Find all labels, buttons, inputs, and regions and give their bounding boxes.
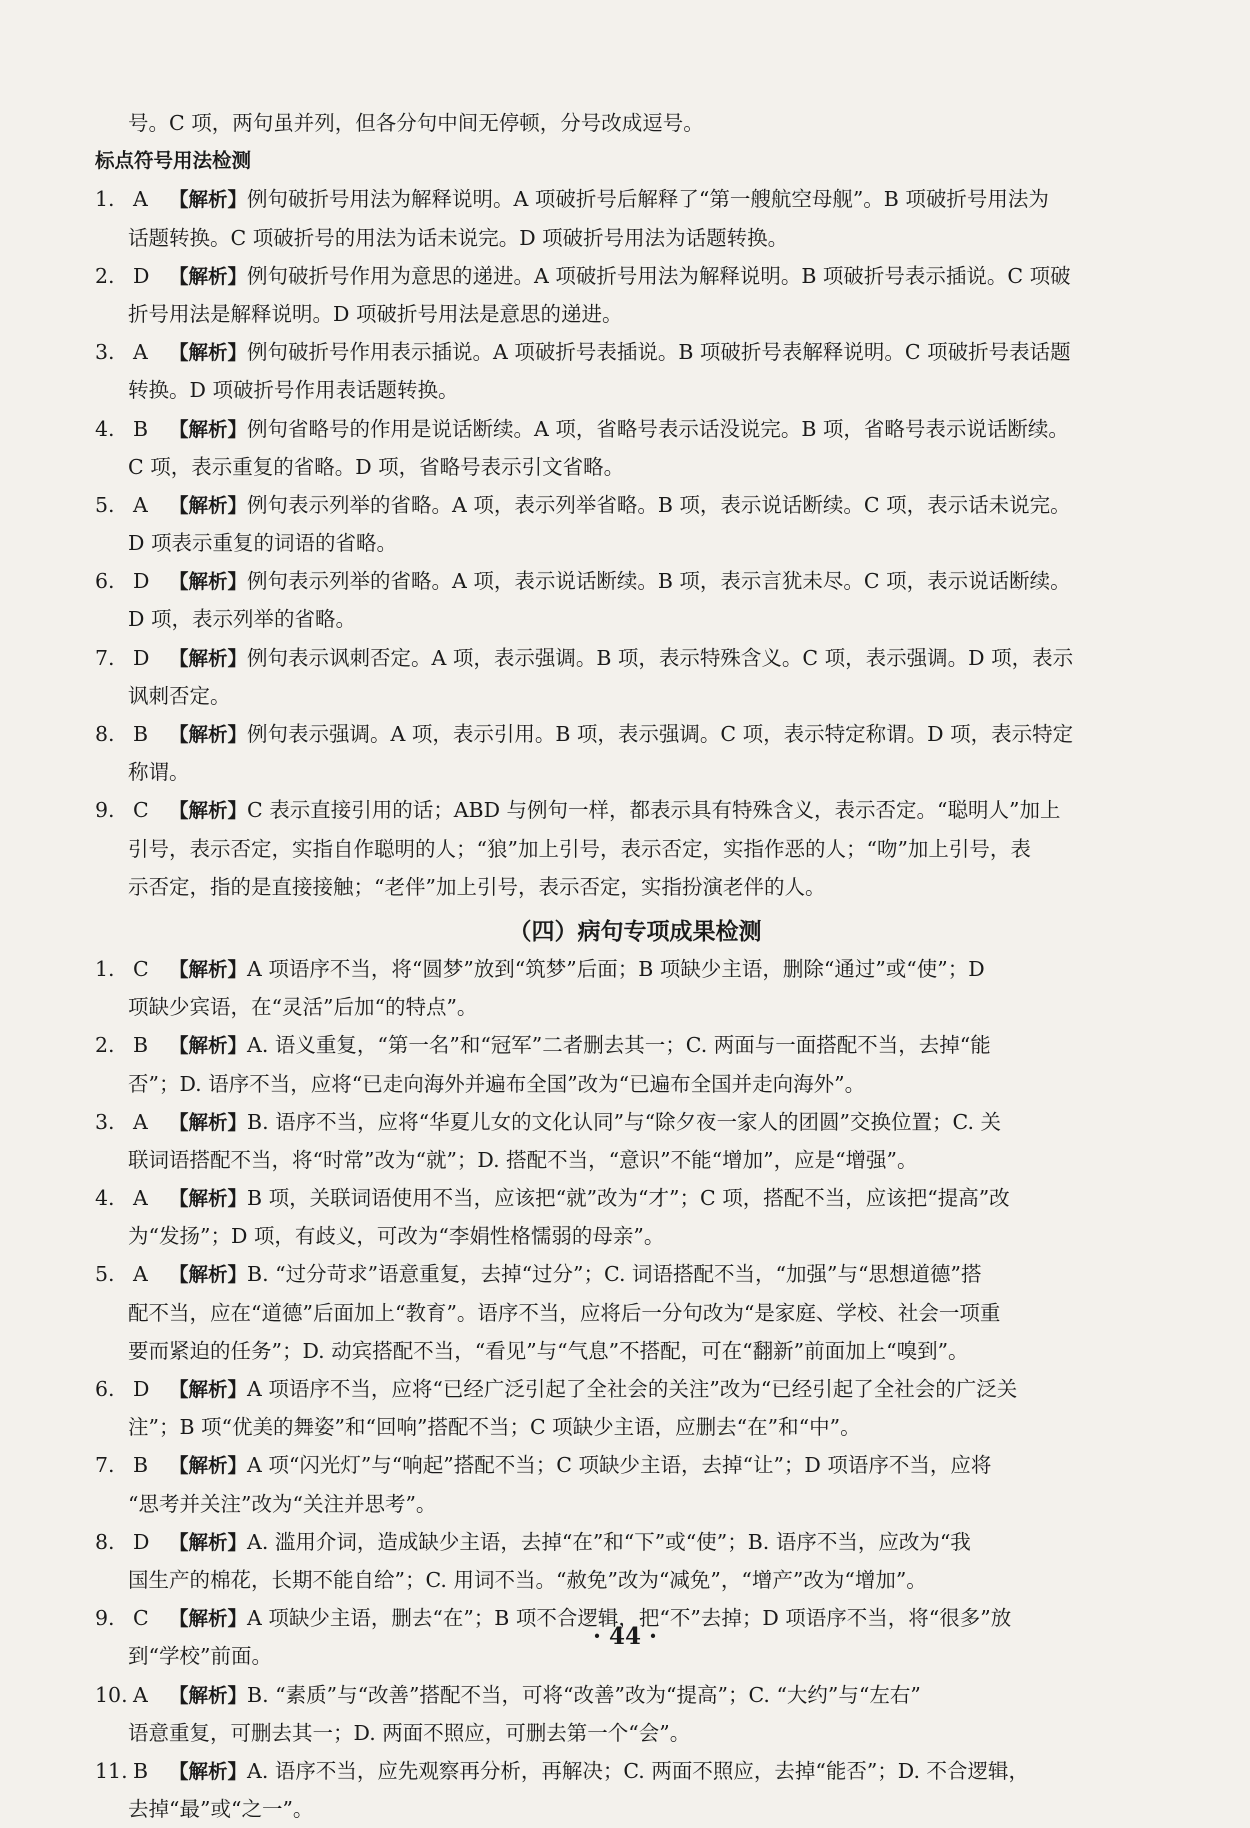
item-analysis-text: 例句表示强调。A 项，表示引用。B 项，表示强调。C 项，表示特定称谓。D 项，表示特定 [247, 722, 1074, 746]
item-continuation-line: 语意重复，可删去其一；D. 两面不照应，可删去第一个“会”。 [128, 1720, 691, 1745]
item-continuation-line: 讽刺否定。 [128, 683, 231, 708]
sick-sentence-answer-list [95, 950, 1135, 1828]
item-continuation-line: D 项表示重复的词语的省略。 [128, 531, 397, 556]
item-continuation-line: C 项，表示重复的省略。D 项，省略号表示引文省略。 [128, 454, 625, 479]
answer-item [95, 562, 1135, 600]
item-analysis-text: 例句破折号作用表示插说。A 项破折号表插说。B 项破折号表解释说明。C 项破折号表话题 [247, 340, 1071, 365]
analysis-tag: 【解析】 [169, 417, 248, 441]
analysis-tag: 【解析】 [169, 1454, 248, 1478]
item-answer: A [133, 1682, 148, 1707]
item-number: 8. [95, 1529, 115, 1554]
item-answer: D [133, 645, 150, 670]
item-analysis-text: 例句表示列举的省略。A 项，表示说话断续。B 项，表示言犹未尽。C 项，表示说话断续。 [247, 569, 1071, 594]
item-answer: A [133, 1109, 148, 1134]
item-answer: D [133, 1529, 150, 1554]
analysis-tag: 【解析】 [169, 1683, 248, 1707]
item-continuation-line: 引号，表示否定，实指自作聪明的人；“狼”加上引号，表示否定，实指作恶的人；“吻”加上引号，表 [128, 836, 1031, 861]
answer-item [95, 333, 1135, 371]
analysis-tag: 【解析】 [169, 1034, 248, 1058]
analysis-tag: 【解析】 [169, 1187, 248, 1211]
item-continuation-line: 去掉“最”或“之一”。 [128, 1797, 314, 1822]
answer-item [95, 639, 1135, 677]
item-analysis-text: 例句省略号的作用是说话断续。A 项，省略号表示话没说完。B 项，省略号表示说话断续。 [247, 416, 1069, 441]
answer-item [95, 1752, 1135, 1790]
analysis-tag: 【解析】 [169, 570, 248, 594]
item-answer: A [133, 340, 148, 365]
answer-item [95, 1026, 1135, 1064]
item-continuation-line: 联词语搭配不当，将“时常”改为“就”；D. 搭配不当，“意识”不能“增加”，应是“增强”。 [128, 1147, 918, 1172]
answer-item [95, 1523, 1135, 1561]
analysis-tag: 【解析】 [169, 957, 248, 981]
item-number: 5. [95, 1262, 115, 1287]
item-number: 8. [95, 722, 115, 746]
item-answer: B [133, 722, 149, 746]
item-continuation-line: 转换。D 项破折号作用表话题转换。 [128, 378, 459, 403]
item-number: 9. [95, 798, 115, 823]
item-answer: B [133, 416, 149, 441]
item-number: 4. [95, 416, 115, 441]
item-answer: B [133, 1453, 149, 1478]
item-continuation-line: 称谓。 [128, 760, 190, 785]
item-answer: A [133, 187, 148, 212]
analysis-tag: 【解析】 [169, 1263, 248, 1287]
item-analysis-text: C 表示直接引用的话；ABD 与例句一样，都表示具有特殊含义，表示否定。“聪明人”加上 [247, 798, 1061, 823]
item-analysis-text: A 项“闪光灯”与“响起”搭配不当；C 项缺少主语，去掉“让”；D 项语序不当，应将 [247, 1453, 992, 1478]
item-answer: C [133, 798, 149, 823]
answer-item [95, 257, 1135, 295]
answer-item [95, 1676, 1135, 1714]
analysis-tag: 【解析】 [169, 188, 248, 212]
answer-item [95, 791, 1135, 829]
item-analysis-text: B. “素质”与“改善”搭配不当，可将“改善”改为“提高”；C. “大约”与“左右” [247, 1682, 921, 1707]
analysis-tag: 【解析】 [169, 723, 248, 746]
item-continuation-line: 折号用法是解释说明。D 项破折号用法是意思的递进。 [128, 301, 623, 326]
item-analysis-text: A 项语序不当，应将“已经广泛引起了全社会的关注”改为“已经引起了全社会的广泛关 [247, 1377, 1018, 1401]
answer-item [95, 1179, 1135, 1217]
item-number: 11. [95, 1758, 128, 1783]
item-answer: D [133, 1377, 150, 1401]
item-continuation-line: 配不当，应在“道德”后面加上“教育”。语序不当，应将后一分句改为“是家庭、学校、社会一项重 [128, 1300, 1001, 1325]
section-title-sick-sentences: （四）病句专项成果检测 [508, 918, 762, 945]
continuation-line: 号。C 项，两句虽并列，但各分句中间无停顿，分号改成逗号。 [128, 111, 704, 135]
item-analysis-text: A. 语序不当，应先观察再分析，再解决；C. 两面不照应，去掉“能否”；D. 不合逻辑， [247, 1758, 1030, 1783]
analysis-tag: 【解析】 [169, 646, 248, 670]
item-number: 7. [95, 645, 115, 670]
item-answer: D [133, 569, 150, 594]
item-continuation-line: 否”；D. 语序不当，应将“已走向海外并遍布全国”改为“已遍布全国并走向海外”。 [128, 1071, 866, 1096]
item-analysis-text: A 项语序不当，将“圆梦”放到“筑梦”后面；B 项缺少主语，删除“通过”或“使”；D [247, 956, 985, 981]
answer-item [95, 950, 1135, 988]
item-answer: C [133, 1606, 149, 1631]
item-number: 1. [95, 187, 115, 212]
item-number: 5. [95, 492, 115, 517]
analysis-tag: 【解析】 [169, 799, 248, 823]
item-number: 4. [95, 1186, 115, 1211]
item-number: 10. [95, 1682, 128, 1707]
item-number: 6. [95, 1377, 115, 1401]
item-number: 7. [95, 1453, 115, 1478]
item-analysis-text: B. “过分苛求”语意重复，去掉“过分”；C. 词语搭配不当，“加强”与“思想道德”搭 [247, 1262, 982, 1287]
answer-item [95, 1446, 1135, 1484]
answer-item [95, 1255, 1135, 1293]
analysis-tag: 【解析】 [169, 1607, 248, 1631]
item-analysis-text: 例句破折号用法为解释说明。A 项破折号后解释了“第一艘航空母舰”。B 项破折号用法为 [247, 187, 1049, 212]
item-continuation-line: D 项，表示列举的省略。 [128, 607, 356, 632]
answer-item [95, 715, 1135, 753]
answer-item [95, 486, 1135, 524]
item-answer: A [133, 492, 148, 517]
item-continuation-line: 注”；B 项“优美的舞姿”和“回响”搭配不当；C 项缺少主语，应删去“在”和“中”。 [128, 1415, 861, 1440]
analysis-tag: 【解析】 [169, 1759, 248, 1783]
item-analysis-text: A. 语义重复，“第一名”和“冠军”二者删去其一；C. 两面与一面搭配不当，去掉“能 [247, 1033, 991, 1058]
item-continuation-line: 为“发扬”；D 项，有歧义，可改为“李娟性格懦弱的母亲”。 [128, 1224, 665, 1249]
item-analysis-text: B 项，关联词语使用不当，应该把“就”改为“才”；C 项，搭配不当，应该把“提高”改 [247, 1186, 1010, 1211]
item-number: 1. [95, 956, 115, 981]
item-number: 6. [95, 569, 115, 594]
answer-item [95, 1103, 1135, 1141]
answer-content [95, 104, 1135, 1828]
item-answer: C [133, 956, 149, 981]
item-continuation-line: 到“学校”前面。 [128, 1644, 272, 1669]
item-answer: B [133, 1758, 149, 1783]
item-answer: D [133, 263, 150, 288]
item-continuation-line: 话题转换。C 项破折号的用法为话未说完。D 项破折号用法为话题转换。 [128, 225, 789, 250]
item-number: 2. [95, 1033, 115, 1058]
item-number: 2. [95, 263, 115, 288]
page-number: · 44 · [592, 1623, 658, 1650]
item-continuation-line: 项缺少宾语，在“灵活”后加“的特点”。 [128, 995, 478, 1020]
item-analysis-text: A 项缺少主语，删去“在”；B 项不合逻辑，把“不”去掉；D 项语序不当，将“很多”放 [247, 1606, 1012, 1631]
answer-item [95, 1370, 1135, 1408]
item-continuation-line: 要而紧迫的任务”；D. 动宾搭配不当，“看见”与“气息”不搭配，可在“翻新”前面加上“嗅到”。 [128, 1338, 969, 1363]
item-analysis-text: A. 滥用介词，造成缺少主语，去掉“在”和“下”或“使”；B. 语序不当，应改为“我 [247, 1529, 971, 1554]
item-continuation-line: 示否定，指的是直接接触；“老伴”加上引号，表示否定，实指扮演老伴的人。 [128, 874, 826, 899]
item-analysis-text: 例句表示列举的省略。A 项，表示列举省略。B 项，表示说话断续。C 项，表示话未说完。 [247, 492, 1071, 517]
answer-item [95, 410, 1135, 448]
analysis-tag: 【解析】 [169, 1110, 248, 1134]
punctuation-answer-list [95, 180, 1135, 906]
analysis-tag: 【解析】 [169, 1530, 248, 1554]
item-answer: A [133, 1186, 148, 1211]
item-analysis-text: B. 语序不当，应将“华夏儿女的文化认同”与“除夕夜一家人的团圆”交换位置；C. 关 [247, 1109, 1002, 1134]
analysis-tag: 【解析】 [169, 493, 248, 517]
item-analysis-text: 例句破折号作用为意思的递进。A 项破折号用法为解释说明。B 项破折号表示插说。C 项破 [247, 263, 1071, 288]
section-heading-punctuation: 标点符号用法检测 [95, 149, 252, 173]
analysis-tag: 【解析】 [169, 1378, 248, 1401]
item-continuation-line: “思考并关注”改为“关注并思考”。 [128, 1491, 437, 1516]
answer-item [95, 180, 1135, 218]
item-answer: B [133, 1033, 149, 1058]
item-answer: A [133, 1262, 148, 1287]
item-number: 3. [95, 1109, 115, 1134]
item-continuation-line: 国生产的棉花，长期不能自给”；C. 用词不当。“赦免”改为“减免”，“增产”改为“增加”。 [128, 1567, 927, 1592]
item-analysis-text: 例句表示讽刺否定。A 项，表示强调。B 项，表示特殊含义。C 项，表示强调。D 项，表示 [247, 645, 1074, 670]
item-number: 9. [95, 1606, 115, 1631]
item-number: 3. [95, 340, 115, 365]
analysis-tag: 【解析】 [169, 264, 248, 288]
analysis-tag: 【解析】 [169, 341, 248, 365]
